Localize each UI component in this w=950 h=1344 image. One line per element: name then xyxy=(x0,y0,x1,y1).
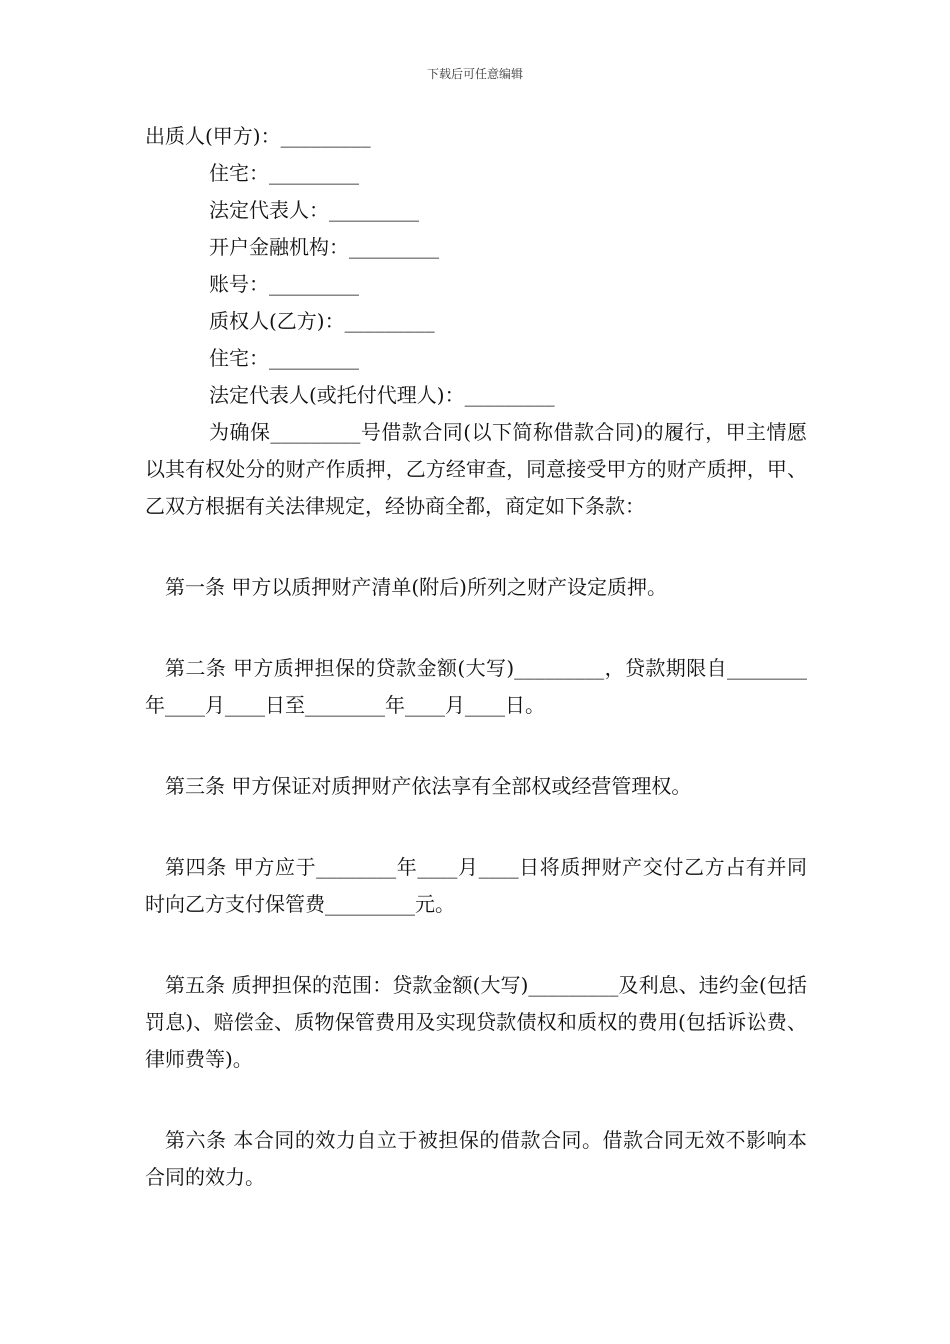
pledgor-address-line: 住宅：_________ xyxy=(209,161,359,185)
pledgor-account-line: 账号：_________ xyxy=(209,272,359,296)
article-1: 第一条 甲方以质押财产清单(附后)所列之财产设定质押。 xyxy=(165,575,667,599)
article-3: 第三条 甲方保证对质押财产依法享有全部权或经营管理权。 xyxy=(165,774,692,798)
pledgee-address-line: 住宅：_________ xyxy=(209,346,359,370)
article-6: 第六条 本合同的效力自立于被担保的借款合同。借款合同无效不影响本合同的效力。 xyxy=(145,1128,807,1189)
preamble-paragraph: 为确保_________号借款合同(以下简称借款合同)的履行，甲主情愿以其有权处分的财产作质押，乙方经审查，同意接受甲方的财产质押，甲、乙双方根据有关法律规定，经协商全都，商定如下条款： xyxy=(145,420,807,518)
article-4: 第四条 甲方应于________年____月____日将质押财产交付乙方占有并同时向乙方支付保管费_________元。 xyxy=(145,855,807,916)
article-2: 第二条 甲方质押担保的贷款金额(大写)_________，贷款期限自________年____月____日至________年____月____日。 xyxy=(145,656,807,717)
contract-body xyxy=(145,118,807,1196)
pledgor-line: 出质人(甲方)：_________ xyxy=(145,124,371,148)
pledgee-line: 质权人(乙方)：_________ xyxy=(209,309,435,333)
article-5: 第五条 质押担保的范围：贷款金额(大写)_________及利息、违约金(包括罚息)、赔偿金、质物保管费用及实现贷款债权和质权的费用(包括诉讼费、律师费等)。 xyxy=(145,973,807,1071)
header-note: 下载后可任意编辑 xyxy=(426,67,523,81)
pledgor-legal-rep-line: 法定代表人：_________ xyxy=(209,198,419,222)
pledgee-legal-rep-line: 法定代表人(或托付代理人)：_________ xyxy=(209,383,555,407)
pledgor-bank-line: 开户金融机构：_________ xyxy=(209,235,439,259)
